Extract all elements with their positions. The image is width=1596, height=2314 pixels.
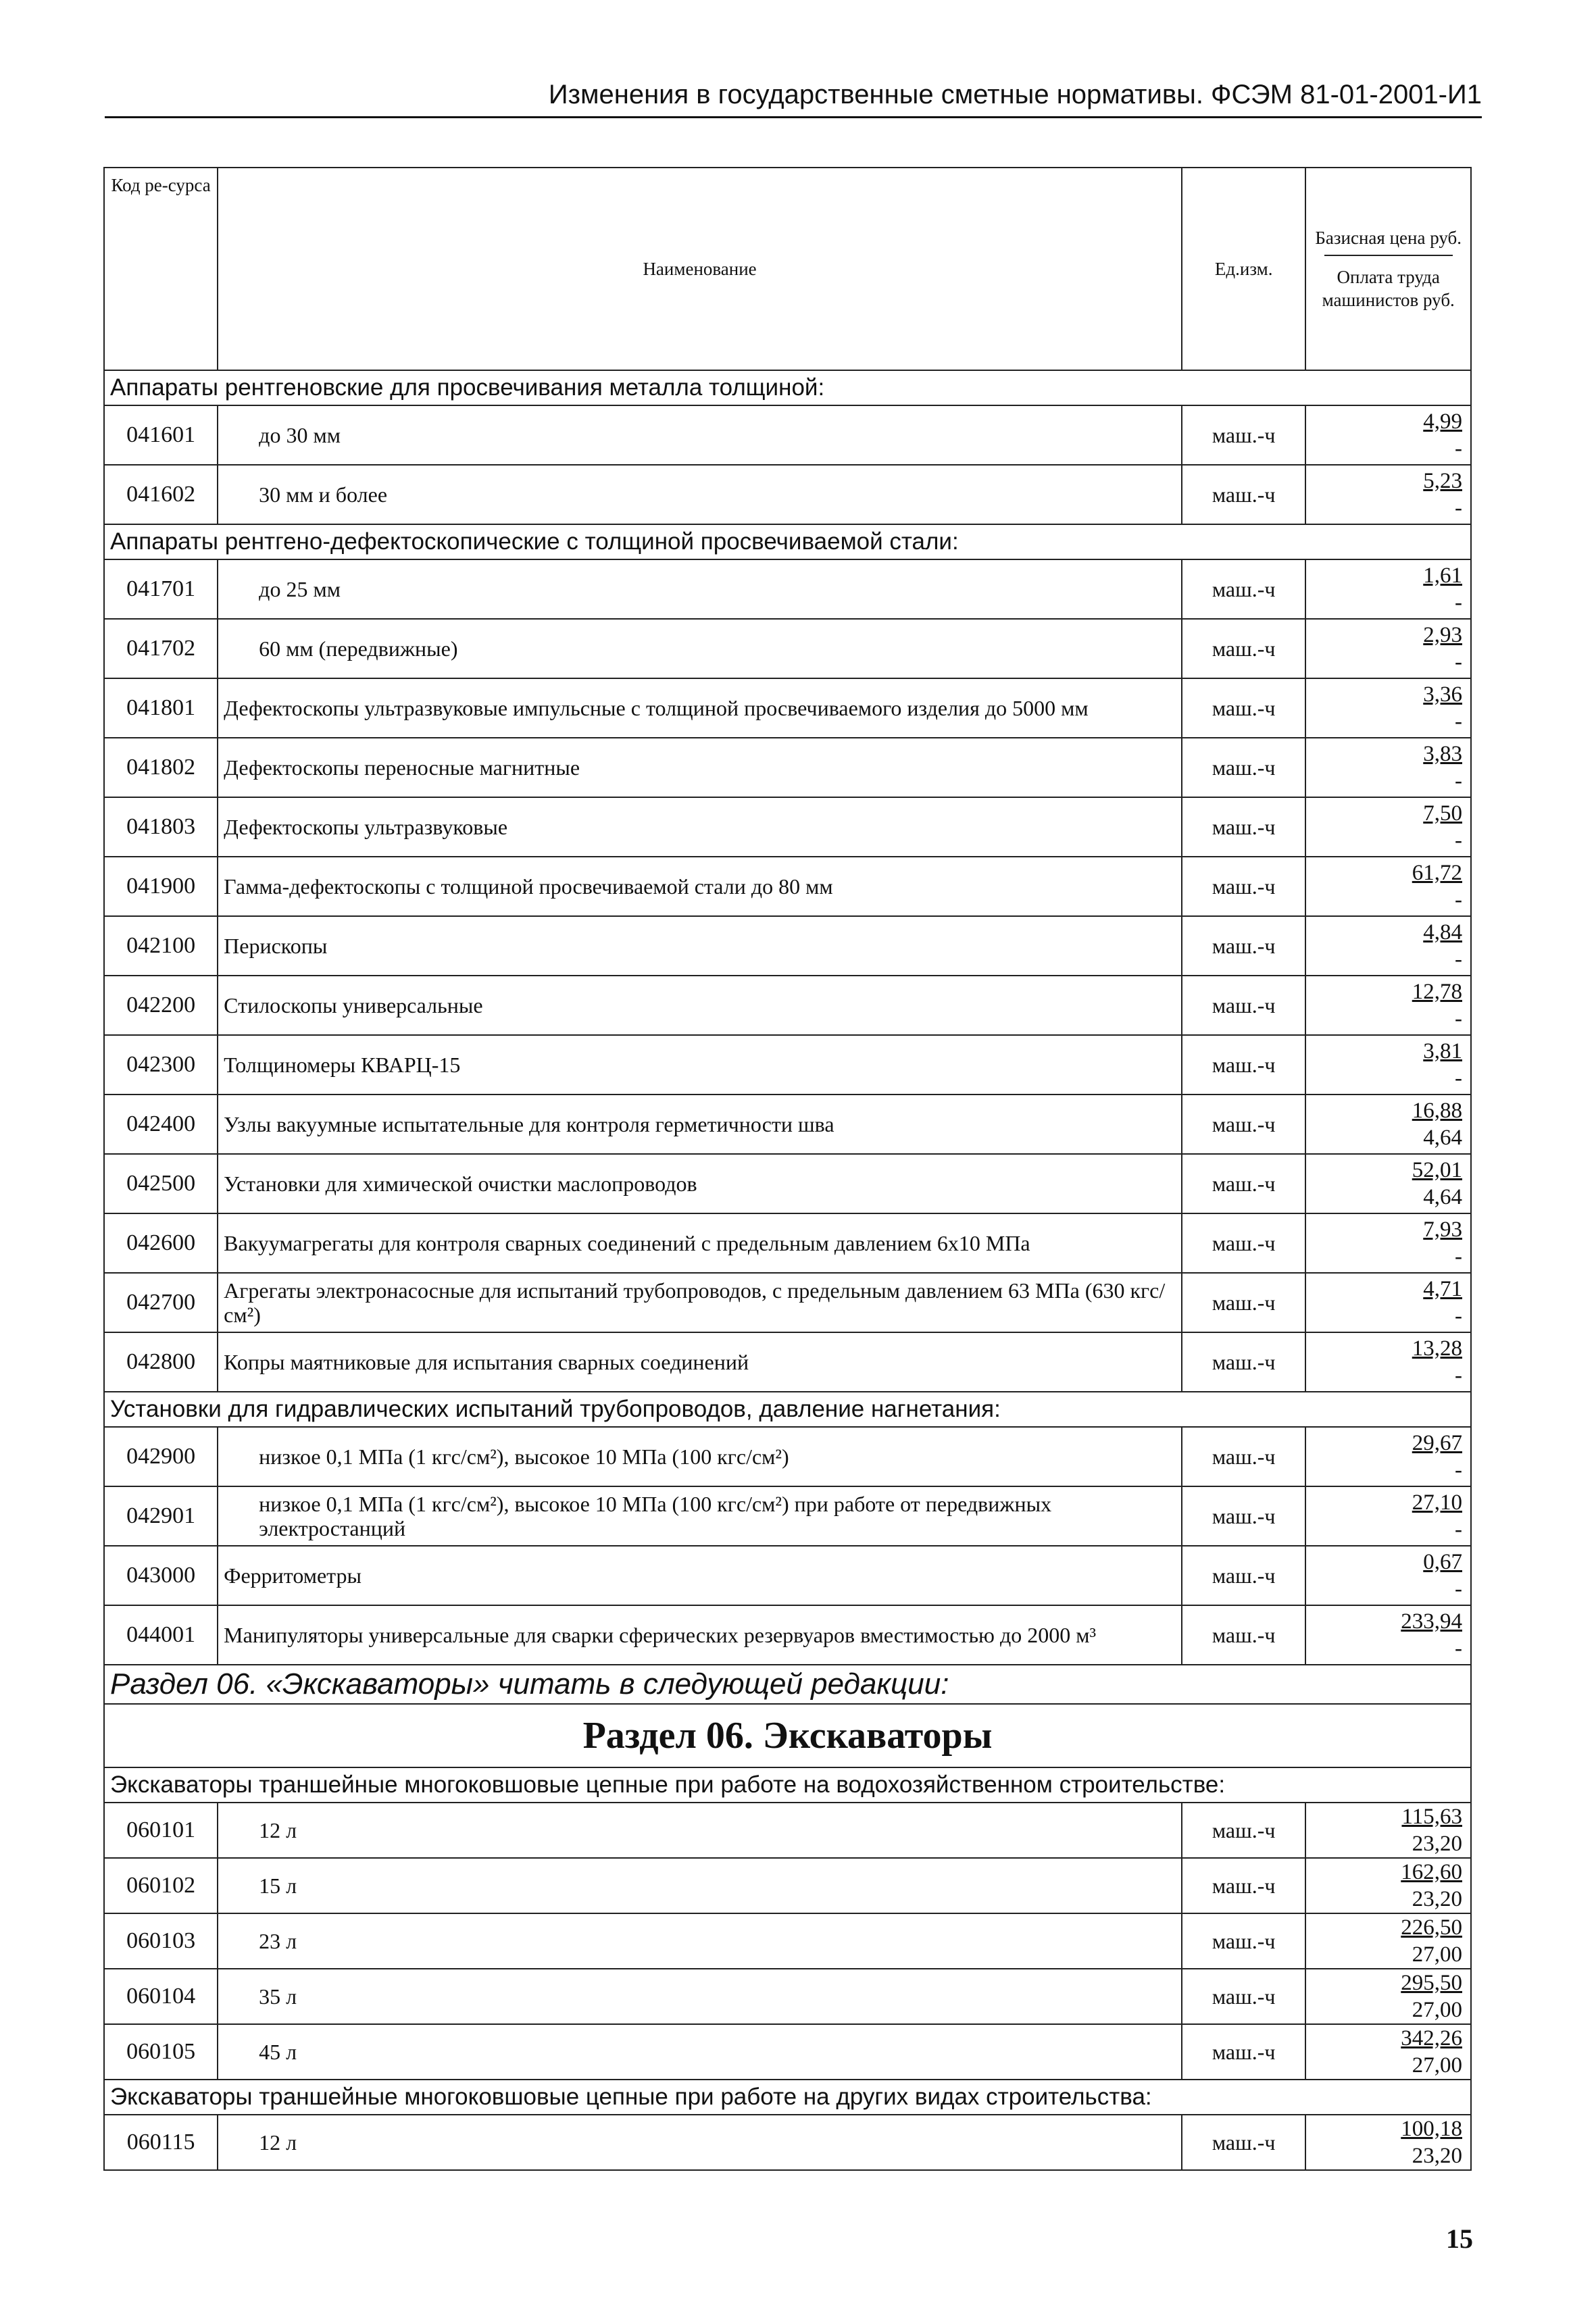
resource-code: 042300	[104, 1035, 218, 1095]
resource-code: 042600	[104, 1213, 218, 1273]
table-row	[104, 405, 1471, 465]
resource-price-cell	[1305, 1803, 1471, 1858]
base-price: 13,28	[1412, 1336, 1462, 1361]
resource-name: Стилоскопы универсальные	[218, 976, 1182, 1035]
resource-price-cell	[1305, 619, 1471, 678]
table-row	[104, 1035, 1471, 1095]
table-row	[104, 976, 1471, 1035]
table-row	[104, 1486, 1471, 1546]
labor-cost: 23,20	[1412, 1887, 1462, 1911]
resource-name: Ферритометры	[218, 1546, 1182, 1605]
labor-cost: 27,00	[1412, 2053, 1462, 2078]
resource-name: Толщиномеры КВАРЦ-15	[218, 1035, 1182, 1095]
resource-price-cell	[1305, 1154, 1471, 1213]
labor-cost: -	[1455, 1304, 1462, 1328]
resource-price-cell	[1305, 1273, 1471, 1332]
labor-cost: -	[1455, 828, 1462, 853]
base-price: 3,83	[1423, 742, 1462, 766]
base-price: 29,67	[1412, 1431, 1462, 1455]
base-price: 3,81	[1423, 1039, 1462, 1063]
resource-name: 60 мм (передвижные)	[218, 619, 1182, 678]
resource-code: 060115	[104, 2115, 218, 2170]
group-header-text: Установки для гидравлических испытаний трубопроводов, давление нагнетания:	[104, 1392, 1471, 1427]
labor-cost: -	[1455, 650, 1462, 674]
table-row	[104, 1858, 1471, 1913]
section-note-text: Раздел 06. «Экскаваторы» читать в следующей редакции:	[104, 1665, 1471, 1704]
col-header-unit: Ед.изм.	[1182, 168, 1305, 370]
resource-price-cell	[1305, 1605, 1471, 1665]
table-row	[104, 1969, 1471, 2024]
resource-unit: маш.-ч	[1182, 1913, 1305, 1969]
base-price: 100,18	[1401, 2117, 1462, 2141]
resource-price-cell	[1305, 1213, 1471, 1273]
resource-name: Дефектоскопы ультразвуковые импульсные с толщиной просвечиваемого изделия до 5000 мм	[218, 678, 1182, 738]
labor-cost: -	[1455, 496, 1462, 520]
group-header-row	[104, 1392, 1471, 1427]
resource-price-cell	[1305, 1427, 1471, 1486]
table-row	[104, 738, 1471, 797]
resource-price-cell	[1305, 1969, 1471, 2024]
resource-price-cell	[1305, 1332, 1471, 1392]
resource-code: 041802	[104, 738, 218, 797]
group-header-row	[104, 2080, 1471, 2115]
resource-code: 043000	[104, 1546, 218, 1605]
group-header-text: Аппараты рентгено-дефектоскопические с толщиной просвечиваемой стали:	[104, 524, 1471, 559]
resource-name: 35 л	[218, 1969, 1182, 2024]
base-price: 226,50	[1401, 1915, 1462, 1940]
resource-price-cell	[1305, 976, 1471, 1035]
table-row	[104, 857, 1471, 916]
resource-code: 041701	[104, 559, 218, 619]
resource-table	[103, 167, 1472, 2171]
labor-cost: 4,64	[1423, 1185, 1462, 1209]
labor-cost: -	[1455, 436, 1462, 461]
labor-cost: 23,20	[1412, 2144, 1462, 2168]
resource-code: 042200	[104, 976, 218, 1035]
col-header-divider	[1324, 255, 1453, 266]
resource-unit: маш.-ч	[1182, 1969, 1305, 2024]
base-price: 3,36	[1423, 682, 1462, 707]
resource-unit: маш.-ч	[1182, 916, 1305, 976]
base-price: 7,50	[1423, 801, 1462, 826]
resource-unit: маш.-ч	[1182, 465, 1305, 524]
resource-unit: маш.-ч	[1182, 797, 1305, 857]
base-price: 0,67	[1423, 1550, 1462, 1574]
resource-unit: маш.-ч	[1182, 1803, 1305, 1858]
resource-unit: маш.-ч	[1182, 1332, 1305, 1392]
table-row	[104, 797, 1471, 857]
resource-unit: маш.-ч	[1182, 1213, 1305, 1273]
resource-name: Манипуляторы универсальные для сварки сферических резервуаров вместимостью до 2000 м³	[218, 1605, 1182, 1665]
base-price: 1,61	[1423, 563, 1462, 588]
resource-unit: маш.-ч	[1182, 678, 1305, 738]
table-row	[104, 1427, 1471, 1486]
resource-name: 30 мм и более	[218, 465, 1182, 524]
resource-unit: маш.-ч	[1182, 1035, 1305, 1095]
table-row	[104, 678, 1471, 738]
resource-price-cell	[1305, 405, 1471, 465]
resource-unit: маш.-ч	[1182, 1427, 1305, 1486]
base-price: 27,10	[1412, 1490, 1462, 1515]
group-header-text: Экскаваторы траншейные многоковшовые цепные при работе на других видах строительства:	[104, 2080, 1471, 2115]
resource-price-cell	[1305, 1546, 1471, 1605]
resource-price-cell	[1305, 916, 1471, 976]
resource-unit: маш.-ч	[1182, 738, 1305, 797]
resource-code: 041803	[104, 797, 218, 857]
resource-name: до 25 мм	[218, 559, 1182, 619]
resource-code: 041601	[104, 405, 218, 465]
col-header-price	[1305, 168, 1471, 370]
resource-unit: маш.-ч	[1182, 1858, 1305, 1913]
base-price: 342,26	[1401, 2026, 1462, 2051]
table-header-row	[104, 168, 1471, 370]
group-header-text: Аппараты рентгеновские для просвечивания металла толщиной:	[104, 370, 1471, 405]
labor-cost: -	[1455, 888, 1462, 912]
resource-name: Дефектоскопы ультразвуковые	[218, 797, 1182, 857]
group-header-row	[104, 1767, 1471, 1803]
base-price: 295,50	[1401, 1971, 1462, 1995]
resource-name: низкое 0,1 МПа (1 кгс/см²), высокое 10 МПа (100 кгс/см²)	[218, 1427, 1182, 1486]
resource-price-cell	[1305, 1035, 1471, 1095]
resource-unit: маш.-ч	[1182, 1546, 1305, 1605]
resource-price-cell	[1305, 1486, 1471, 1546]
resource-name: 23 л	[218, 1913, 1182, 1969]
labor-cost: -	[1455, 1458, 1462, 1482]
resource-unit: маш.-ч	[1182, 619, 1305, 678]
resource-unit: маш.-ч	[1182, 2115, 1305, 2170]
resource-code: 042800	[104, 1332, 218, 1392]
resource-name: 12 л	[218, 1803, 1182, 1858]
base-price: 4,84	[1423, 920, 1462, 945]
col-header-price-bottom: Оплата труда машинистов руб.	[1322, 267, 1455, 310]
base-price: 12,78	[1412, 980, 1462, 1004]
resource-unit: маш.-ч	[1182, 2024, 1305, 2080]
resource-price-cell	[1305, 678, 1471, 738]
resource-code: 042400	[104, 1095, 218, 1154]
page-number: 15	[1446, 2223, 1473, 2254]
table-row	[104, 1803, 1471, 1858]
resource-code: 042500	[104, 1154, 218, 1213]
resource-unit: маш.-ч	[1182, 1095, 1305, 1154]
resource-name: Установки для химической очистки маслопроводов	[218, 1154, 1182, 1213]
resource-code: 041900	[104, 857, 218, 916]
section-note-row	[104, 1665, 1471, 1704]
resource-price-cell	[1305, 857, 1471, 916]
resource-unit: маш.-ч	[1182, 1605, 1305, 1665]
col-header-code: Код ре-сурса	[104, 168, 218, 370]
table-row	[104, 1913, 1471, 1969]
resource-unit: маш.-ч	[1182, 405, 1305, 465]
resource-unit: маш.-ч	[1182, 976, 1305, 1035]
table-row	[104, 1154, 1471, 1213]
resource-code: 042100	[104, 916, 218, 976]
table-row	[104, 1605, 1471, 1665]
resource-price-cell	[1305, 559, 1471, 619]
labor-cost: -	[1455, 1066, 1462, 1090]
resource-price-cell	[1305, 797, 1471, 857]
resource-name: Вакуумагрегаты для контроля сварных соединений с предельным давлением 6х10 МПа	[218, 1213, 1182, 1273]
base-price: 162,60	[1401, 1860, 1462, 1884]
resource-unit: маш.-ч	[1182, 857, 1305, 916]
resource-price-cell	[1305, 738, 1471, 797]
labor-cost: -	[1455, 1577, 1462, 1601]
table-row	[104, 1332, 1471, 1392]
labor-cost: -	[1455, 1363, 1462, 1388]
resource-name: Гамма-дефектоскопы с толщиной просвечиваемой стали до 80 мм	[218, 857, 1182, 916]
table-row	[104, 2115, 1471, 2170]
labor-cost: -	[1455, 1636, 1462, 1661]
resource-unit: маш.-ч	[1182, 1273, 1305, 1332]
labor-cost: 4,64	[1423, 1126, 1462, 1150]
labor-cost: -	[1455, 947, 1462, 972]
base-price: 4,99	[1423, 409, 1462, 434]
resource-price-cell	[1305, 1913, 1471, 1969]
resource-unit: маш.-ч	[1182, 1154, 1305, 1213]
resource-name: Узлы вакуумные испытательные для контроля герметичности шва	[218, 1095, 1182, 1154]
resource-unit: маш.-ч	[1182, 1486, 1305, 1546]
resource-price-cell	[1305, 465, 1471, 524]
base-price: 16,88	[1412, 1099, 1462, 1123]
table-row	[104, 1546, 1471, 1605]
labor-cost: -	[1455, 590, 1462, 615]
group-header-row	[104, 370, 1471, 405]
resource-unit: маш.-ч	[1182, 559, 1305, 619]
labor-cost: 23,20	[1412, 1832, 1462, 1856]
resource-code: 041801	[104, 678, 218, 738]
resource-code: 044001	[104, 1605, 218, 1665]
labor-cost: 27,00	[1412, 1998, 1462, 2022]
base-price: 233,94	[1401, 1609, 1462, 1634]
resource-code: 060102	[104, 1858, 218, 1913]
labor-cost: 27,00	[1412, 1942, 1462, 1967]
base-price: 2,93	[1423, 623, 1462, 647]
table-row	[104, 559, 1471, 619]
resource-code: 060103	[104, 1913, 218, 1969]
resource-code: 060104	[104, 1969, 218, 2024]
labor-cost: -	[1455, 1244, 1462, 1269]
section-title-row	[104, 1704, 1471, 1767]
resource-code: 041702	[104, 619, 218, 678]
resource-code: 060101	[104, 1803, 218, 1858]
resource-code: 042901	[104, 1486, 218, 1546]
table-row	[104, 1213, 1471, 1273]
resource-price-cell	[1305, 1858, 1471, 1913]
page-header	[105, 76, 1482, 118]
resource-code: 042700	[104, 1273, 218, 1332]
resource-name: 45 л	[218, 2024, 1182, 2080]
base-price: 4,71	[1423, 1277, 1462, 1301]
base-price: 61,72	[1412, 861, 1462, 885]
labor-cost: -	[1455, 769, 1462, 793]
resource-name: Копры маятниковые для испытания сварных соединений	[218, 1332, 1182, 1392]
table-row	[104, 465, 1471, 524]
group-header-text: Экскаваторы траншейные многоковшовые цепные при работе на водохозяйственном строительстве:	[104, 1767, 1471, 1803]
table-row	[104, 1095, 1471, 1154]
labor-cost: -	[1455, 1007, 1462, 1031]
group-header-row	[104, 524, 1471, 559]
resource-code: 041602	[104, 465, 218, 524]
resource-name: 12 л	[218, 2115, 1182, 2170]
resource-table-body	[104, 168, 1471, 2170]
resource-name: 15 л	[218, 1858, 1182, 1913]
resource-code: 042900	[104, 1427, 218, 1486]
section-title-text: Раздел 06. Экскаваторы	[104, 1704, 1471, 1767]
base-price: 7,93	[1423, 1217, 1462, 1242]
base-price: 115,63	[1401, 1805, 1462, 1829]
labor-cost: -	[1455, 1517, 1462, 1542]
resource-code: 060105	[104, 2024, 218, 2080]
table-row	[104, 1273, 1471, 1332]
resource-price-cell	[1305, 1095, 1471, 1154]
resource-price-cell	[1305, 2024, 1471, 2080]
resource-name: Дефектоскопы переносные магнитные	[218, 738, 1182, 797]
table-row	[104, 2024, 1471, 2080]
table-row	[104, 619, 1471, 678]
col-header-name: Наименование	[218, 168, 1182, 370]
base-price: 52,01	[1412, 1158, 1462, 1182]
col-header-price-top: Базисная цена руб.	[1315, 228, 1462, 248]
labor-cost: -	[1455, 709, 1462, 734]
page-header-title: Изменения в государственные сметные нормативы. ФСЭМ 81-01-2001-И1	[548, 80, 1482, 109]
resource-price-cell	[1305, 2115, 1471, 2170]
resource-name: Агрегаты электронасосные для испытаний трубопроводов, с предельным давлением 63 МПа (630 кгс/см²)	[218, 1273, 1182, 1332]
table-row	[104, 916, 1471, 976]
resource-name: Перископы	[218, 916, 1182, 976]
resource-name: до 30 мм	[218, 405, 1182, 465]
base-price: 5,23	[1423, 469, 1462, 493]
resource-name: низкое 0,1 МПа (1 кгс/см²), высокое 10 МПа (100 кгс/см²) при работе от передвижных электростанций	[218, 1486, 1182, 1546]
